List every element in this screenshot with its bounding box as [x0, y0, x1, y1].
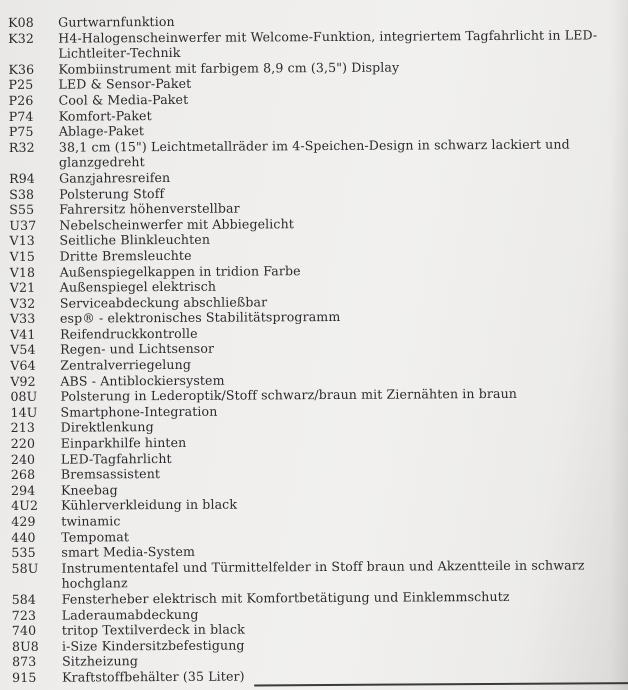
option-code: 429: [11, 513, 36, 529]
option-code: V41: [9, 326, 36, 342]
option-description: ABS - Antiblockiersystem: [60, 372, 225, 389]
option-description: Dritte Bremsleuchte: [59, 247, 192, 264]
option-description: Fahrersitz höhenverstellbar: [59, 200, 240, 217]
option-description: H4-Halogenscheinwerfer mit Welcome-Funktion, integriertem Tagfahrlicht in LED-Lichtleiter-Technik: [58, 26, 598, 61]
option-description: Direktlenkung: [60, 419, 154, 436]
option-code: K36: [8, 61, 35, 77]
option-code: 240: [10, 451, 36, 467]
option-code: V64: [10, 357, 36, 374]
list-item: [11, 557, 621, 592]
option-description: Cool & Media-Paket: [58, 91, 189, 108]
option-code: 294: [10, 482, 36, 498]
option-code: K32: [8, 30, 35, 46]
option-description: Polsterung Stoff: [59, 185, 165, 202]
option-description: LED & Sensor-Paket: [58, 76, 192, 93]
option-code: 58U: [11, 560, 39, 576]
option-description: tritop Textilverdeck in black: [61, 621, 245, 638]
option-code: 8U8: [11, 638, 39, 654]
option-code: 915: [12, 669, 37, 685]
option-code: 584: [11, 591, 37, 607]
option-code: K08: [8, 14, 34, 30]
option-code: V32: [9, 295, 36, 311]
option-description: Bremsassistent: [60, 466, 161, 482]
option-description: Reifendruckkontrolle: [59, 325, 198, 342]
option-code: 213: [10, 420, 36, 436]
option-code: 440: [11, 529, 36, 545]
option-code: S38: [9, 186, 35, 202]
option-description: Polsterung in Lederoptik/Stoff schwarz/braun mit Ziernähten in braun: [60, 386, 518, 404]
option-description: Ganzjahresreifen: [59, 169, 171, 186]
option-description: LED-Tagfahrlicht: [60, 450, 172, 467]
option-description: Regen- und Lichtsensor: [60, 341, 215, 358]
option-code: P75: [8, 123, 34, 140]
option-code: P25: [8, 77, 34, 93]
option-description: Laderaumabdeckung: [61, 606, 199, 623]
option-code: 268: [10, 467, 36, 483]
option-description: Nebelscheinwerfer mit Abbiegelicht: [59, 215, 294, 233]
option-code: R32: [8, 139, 35, 155]
option-code: V54: [10, 342, 36, 358]
page-edge-shadow: [610, 0, 628, 690]
option-description: i-Size Kindersitzbefestigung: [61, 637, 245, 654]
option-description: Kombiinstrument mit farbigem 8,9 cm (3,5") Display: [58, 59, 400, 77]
option-code: V15: [9, 248, 36, 264]
option-description: esp® - elektronisches Stabilitätsprogramm: [59, 309, 341, 326]
option-description: Serviceabdeckung abschließbar: [59, 294, 268, 311]
option-description: Kühlerverkleidung in black: [61, 496, 238, 514]
option-code: 4U2: [11, 498, 39, 514]
option-code: V18: [9, 264, 36, 280]
option-description: Kraftstoffbehälter (35 Liter): [62, 668, 245, 685]
option-description: Komfort-Paket: [58, 107, 152, 124]
option-description: Einparkhilfe hinten: [60, 434, 187, 451]
option-description: Außenspiegelkappen in tridion Farbe: [59, 262, 301, 280]
option-description: Sitzheizung: [61, 653, 139, 669]
option-code: 08U: [10, 389, 38, 405]
option-description: smart Media-System: [61, 544, 196, 560]
option-description: Smartphone-Integration: [60, 403, 218, 420]
option-code: P74: [8, 108, 34, 124]
option-description: 38,1 cm (15") Leichtmetallräder im 4-Speichen-Design in schwarz lackiert und glanzgedreht: [58, 136, 570, 170]
option-code: S55: [9, 201, 35, 218]
option-code: 873: [11, 654, 37, 670]
option-code: R94: [9, 170, 35, 186]
option-code: 535: [11, 544, 36, 561]
option-code: 723: [11, 607, 37, 623]
option-description: Gurtwarnfunktion: [58, 13, 175, 30]
option-description: Tempomat: [61, 528, 130, 545]
option-code: U37: [9, 217, 37, 233]
option-description: Seitliche Blinkleuchten: [59, 232, 211, 248]
list-item: [9, 136, 619, 171]
option-description: Fensterheber elektrisch mit Komfortbetätigung und Einklemmschutz: [61, 588, 510, 607]
option-code: 740: [11, 622, 37, 639]
option-code: V33: [9, 311, 36, 327]
list-item: [8, 27, 618, 62]
option-description: twinamic: [61, 513, 121, 529]
option-code: 14U: [10, 404, 38, 420]
option-description: Zentralverriegelung: [60, 356, 192, 373]
option-description: Kneebag: [60, 482, 118, 498]
option-code: 220: [10, 435, 36, 451]
option-description: Ablage-Paket: [58, 123, 145, 139]
option-code: V21: [9, 279, 36, 296]
option-code: P26: [8, 92, 34, 108]
option-description: Außenspiegel elektrisch: [59, 278, 217, 295]
option-code: V92: [10, 373, 36, 389]
option-code: V13: [9, 233, 35, 249]
option-description: Instrumententafel und Türmittelfelder in Stoff braun und Akzentteile in schwarz hochglanz: [61, 557, 585, 592]
equipment-list: [8, 11, 622, 685]
